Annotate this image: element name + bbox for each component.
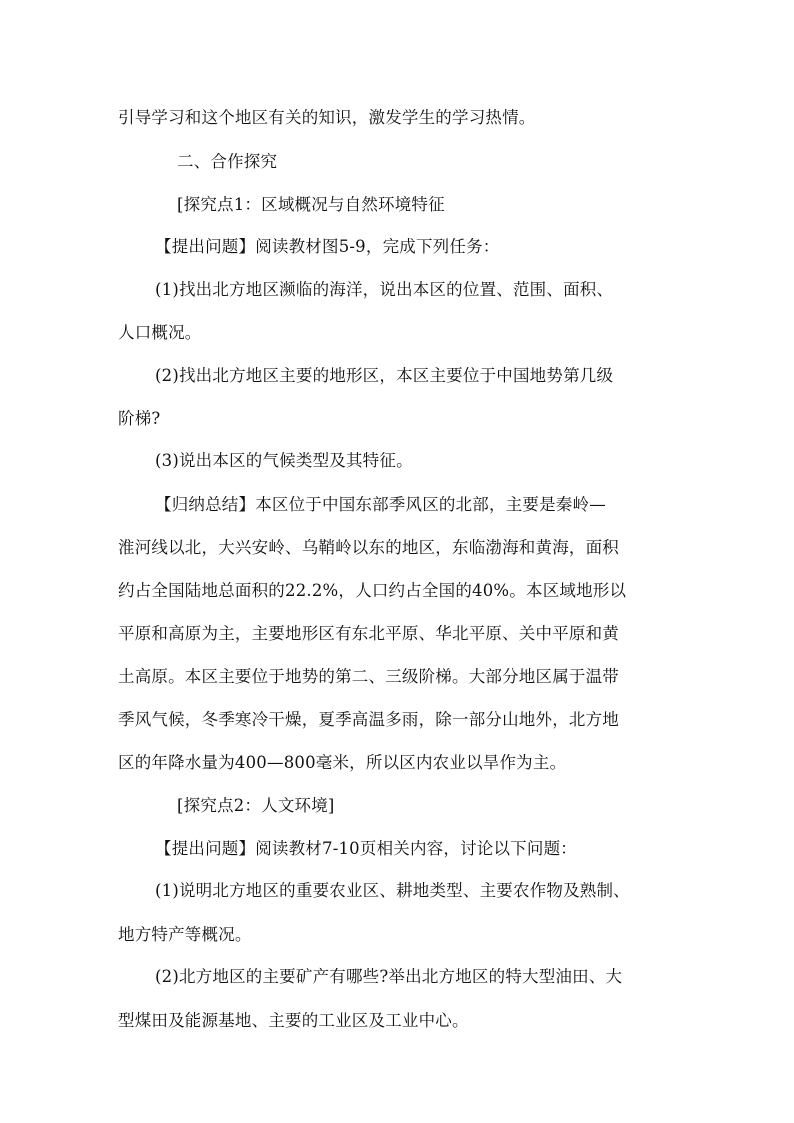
task-5-line-2: 型煤田及能源基地、主要的工业区及工业中心。 bbox=[118, 1011, 469, 1030]
summary-line-6: 季风气候，冬季寒冷干燥，夏季高温多雨，除一部分山地外，北方地 bbox=[118, 710, 619, 729]
task-3: (3)说出本区的气候类型及其特征。 bbox=[155, 451, 413, 470]
task-2-line-1: (2)找出北方地区主要的地形区，本区主要位于中国地势第几级 bbox=[155, 366, 614, 385]
inquiry-point-1-heading: [探究点1：区域概况与自然环境特征 bbox=[177, 195, 445, 214]
section-heading-cooperative-inquiry: 二、合作探究 bbox=[177, 152, 278, 171]
question-prompt-1: 【提出问题】阅读教材图5-9，完成下列任务： bbox=[155, 237, 500, 256]
summary-line-3: 约占全国陆地总面积的22.2%，人口约占全国的40%。本区域地形以 bbox=[118, 581, 627, 600]
summary-line-5: 土高原。本区主要位于地势的第二、三级阶梯。大部分地区属于温带 bbox=[118, 667, 619, 686]
summary-line-1: 【归纳总结】本区位于中国东部季风区的北部，主要是秦岭— bbox=[155, 495, 606, 514]
summary-line-4: 平原和高原为主，主要地形区有东北平原、华北平原、关中平原和黄 bbox=[118, 624, 619, 643]
paragraph-intro-tail: 引导学习和这个地区有关的知识，激发学生的学习热情。 bbox=[118, 108, 536, 127]
task-4-line-2: 地方特产等概况。 bbox=[118, 925, 252, 944]
inquiry-point-2-heading: [探究点2：人文环境] bbox=[177, 796, 335, 815]
summary-line-2: 淮河线以北，大兴安岭、乌鞘岭以东的地区，东临渤海和黄海，面积 bbox=[118, 538, 619, 557]
question-prompt-2: 【提出问题】阅读教材7-10页相关内容，讨论以下问题： bbox=[155, 839, 577, 858]
task-2-line-2: 阶梯? bbox=[118, 409, 161, 428]
task-1-line-1: (1)找出北方地区濒临的海洋，说出本区的位置、范围、面积、 bbox=[155, 280, 614, 299]
task-1-line-2: 人口概况。 bbox=[118, 323, 202, 342]
summary-line-7: 区的年降水量为400—800毫米，所以区内农业以旱作为主。 bbox=[118, 753, 567, 772]
task-4-line-1: (1)说明北方地区的重要农业区、耕地类型、主要农作物及熟制、 bbox=[155, 881, 630, 900]
task-5-line-1: (2)北方地区的主要矿产有哪些?举出北方地区的特大型油田、大 bbox=[155, 967, 623, 986]
